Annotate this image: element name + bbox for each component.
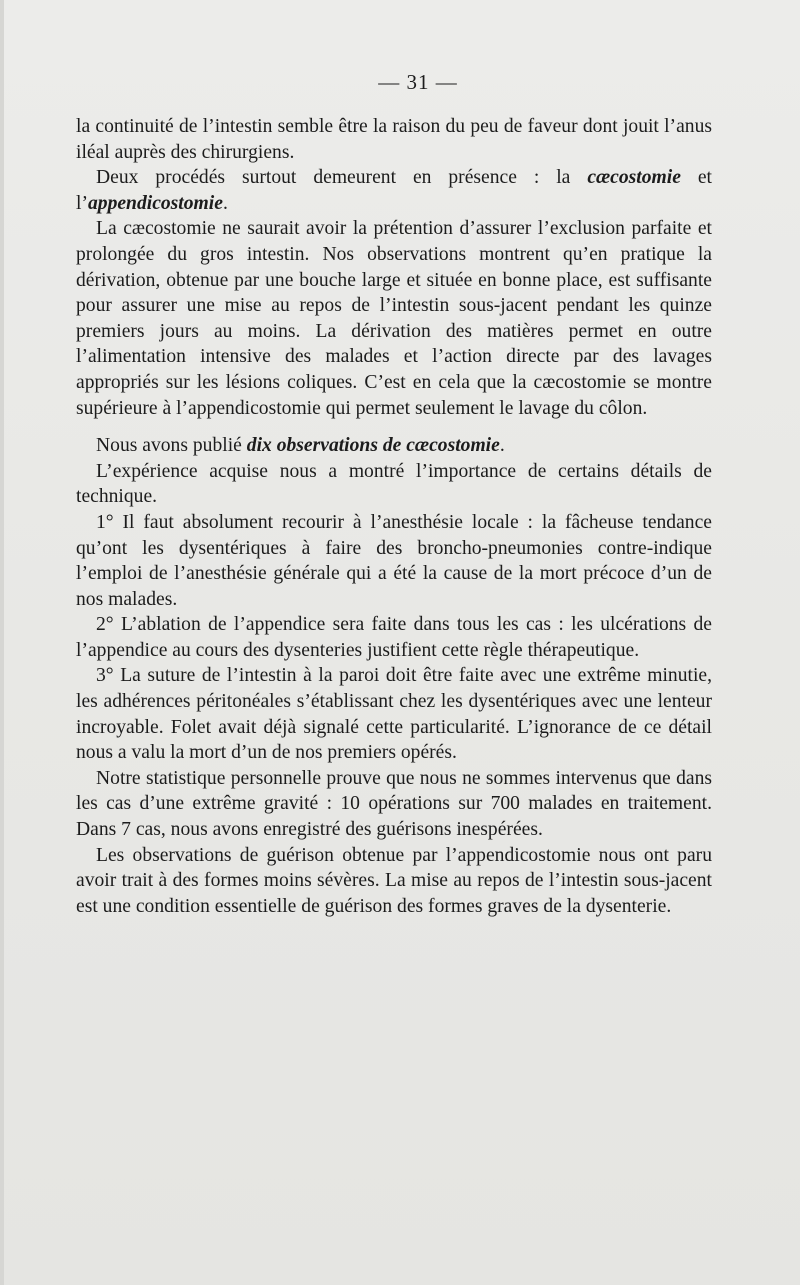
text-run: L’expérience acquise nous a montré l’importance de certains détails de technique. — [76, 460, 712, 508]
paragraph-statistics — [76, 766, 712, 843]
text-run: 1° Il faut absolument recourir à l’anesthésie locale : la fâcheuse tendance qu’ont les dysentériques à faire des broncho-pneumonies contre-indique l’emploi de l’anesthésie générale qui a été la cause de la mort précoce d’un de nos malades. — [76, 511, 712, 610]
paragraph-caecostomy-discussion — [76, 216, 712, 421]
emphasized-term: dix observations de cæcostomie — [246, 435, 500, 457]
page-number — [0, 70, 800, 95]
text-run: Deux procédés surtout demeurent en présence : la — [96, 167, 588, 189]
text-run: 2° L’ablation de l’appendice sera faite dans tous les cas : les ulcérations de l’appendice au cours des dysenteries justifient cette règle thérapeutique. — [76, 614, 712, 661]
body-text — [76, 114, 712, 919]
text-run: . — [222, 192, 228, 214]
paragraph-appendicostomy-results — [76, 843, 712, 920]
emphasized-term: cæcostomie — [587, 167, 681, 189]
paragraph-experience — [76, 459, 712, 510]
text-run: Nous avons publié — [96, 435, 247, 457]
text-run: La cæcostomie ne saurait avoir la prétention d’assurer l’exclusion parfaite et prolongée du gros intestin. Nos observations montrent qu’en pratique la dérivation, obtenue par une bouche large et située en bonne place, est suffisante pour assurer une mise au repos de l’intestin sous-jacent pendant les quinze premiers jours au moins. La dérivation des matières permet en outre l’alimentation intensive des malades et l’action directe par des lavages appropriés sur les lésions coliques. C’est en cela que la cæcostomie se montre supérieure à l’appendicostomie qui permet seulement le lavage du côlon. — [76, 218, 712, 419]
page-number-text: — 31 — — [378, 70, 458, 94]
paragraph-point-3-suture — [76, 663, 712, 765]
text-run: Notre statistique personnelle prouve que nous ne sommes intervenus que dans les cas d’une extrême gravité : 10 opérations sur 700 malades en traitement. Dans 7 cas, nous avons enregistré des guérisons inespérées. — [76, 767, 712, 841]
paragraph-point-1-anesthesia — [76, 510, 712, 612]
emphasized-term: appendicostomie — [87, 192, 223, 214]
paragraph-continuation — [76, 114, 712, 165]
paragraph-ten-observations — [76, 433, 712, 459]
paragraph-point-2-appendix — [76, 612, 712, 663]
paragraph-two-procedures — [76, 165, 712, 216]
text-run: la continuité de l’intestin semble être la raison du peu de faveur dont jouit l’anus iléal auprès des chirurgiens. — [76, 116, 712, 163]
text-run: . — [499, 435, 505, 457]
text-run: 3° La suture de l’intestin à la paroi doit être faite avec une extrême minutie, les adhérences péritonéales s’établissant chez les dysentériques avec une lenteur incroyable. Folet avait déjà signalé cette particularité. L’ignorance de ce détail nous a valu la mort d’un de nos premiers opérés. — [76, 665, 712, 764]
text-run: et l’ — [76, 167, 713, 214]
text-run: Les observations de guérison obtenue par l’appendicostomie nous ont paru avoir trait à des formes moins sévères. La mise au repos de l’intestin sous-jacent est une condition essentielle de guérison des formes graves de la dysenterie. — [76, 844, 712, 917]
scan-edge — [0, 0, 4, 1285]
